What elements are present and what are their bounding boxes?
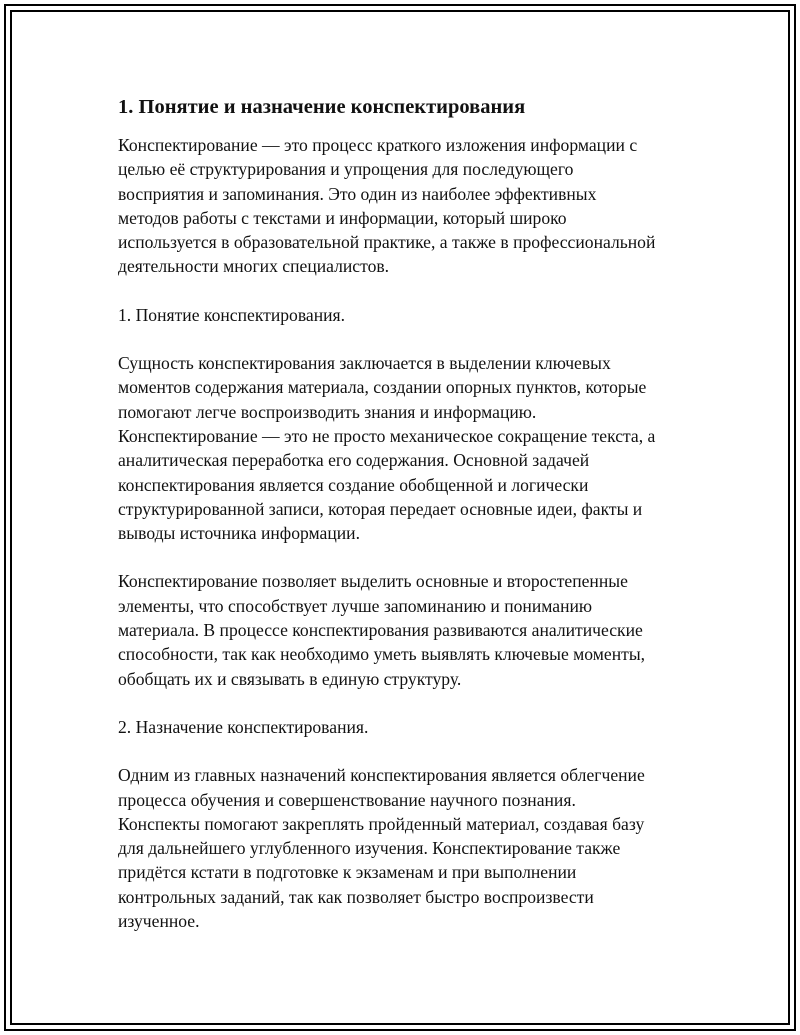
benefits-paragraph — [118, 569, 698, 690]
paragraph-line: 2. Назначение конспектирования. — [118, 716, 369, 737]
paragraph-line: структурированной записи, которая передает основные идеи, факты и — [118, 498, 643, 519]
paragraph-line: придётся кстати в подготовке к экзаменам и при выполнении — [118, 862, 577, 883]
paragraph-line: целью её структурирования и упрощения для последующего — [118, 159, 574, 180]
paragraph-line: изученное. — [118, 911, 200, 932]
paragraph-line: используется в образовательной практике, а также в профессиональной — [118, 232, 656, 253]
section-heading: 1. Понятие и назначение конспектирования — [118, 96, 526, 118]
paragraph-line: 1. Понятие конспектирования. — [118, 304, 346, 325]
subsection-heading-concept — [118, 303, 698, 327]
paragraph-line: материала. В процессе конспектирования развиваются аналитические — [118, 620, 643, 641]
paragraph-line: Сущность конспектирования заключается в выделении ключевых — [118, 353, 611, 374]
intro-paragraph — [118, 133, 698, 279]
paragraph-line: моментов содержания материала, создании опорных пунктов, которые — [118, 377, 647, 398]
paragraph-line: аналитическая переработка его содержания. Основной задачей — [118, 450, 590, 471]
purpose-paragraph — [118, 763, 698, 933]
essence-paragraph — [118, 351, 698, 545]
paragraph-line: контрольных заданий, так как позволяет быстро воспроизвести — [118, 886, 594, 907]
paragraph-line: способности, так как необходимо уметь выявлять ключевые моменты, — [118, 644, 646, 665]
paragraph-line: Конспектирование позволяет выделить основные и второстепенные — [118, 571, 628, 592]
paragraph-line: Одним из главных назначений конспектирования является облегчение — [118, 765, 645, 786]
paragraph-line: деятельности многих специалистов. — [118, 256, 390, 277]
paragraph-line: обобщать их и связывать в единую структуру. — [118, 668, 462, 689]
paragraph-line: элементы, что способствует лучше запоминанию и пониманию — [118, 595, 593, 616]
paragraph-line: выводы источника информации. — [118, 523, 360, 544]
paragraph-line: для дальнейшего углубленного изучения. Конспектирование также — [118, 838, 621, 859]
paragraph-line: Конспектирование — это процесс краткого изложения информации с — [118, 135, 638, 155]
paragraph-line: Конспектирование — это не просто механическое сокращение текста, а — [118, 425, 656, 446]
document-body — [118, 93, 698, 957]
subsection-heading-purpose — [118, 715, 698, 739]
paragraph-line: помогают легче воспроизводить знания и информацию. — [118, 401, 537, 422]
paragraph-line: восприятия и запоминания. Это один из наиболее эффективных — [118, 183, 597, 204]
paragraph-line: методов работы с текстами и информации, который широко — [118, 207, 567, 228]
paragraph-line: конспектирования является создание обобщенной и логически — [118, 474, 589, 495]
paragraph-line: процесса обучения и совершенствование научного познания. — [118, 789, 576, 810]
paragraph-line: Конспекты помогают закреплять пройденный материал, создавая базу — [118, 813, 645, 834]
